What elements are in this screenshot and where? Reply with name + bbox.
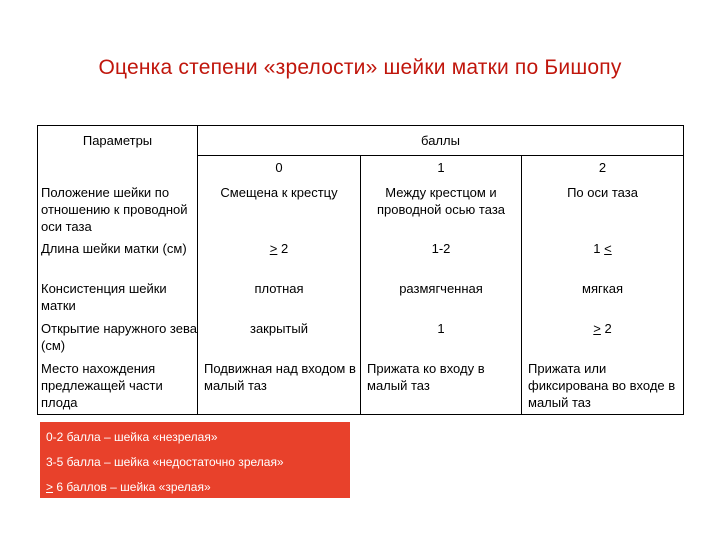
row-score-1: размягченная (361, 278, 522, 318)
row-score-1: 1-2 (361, 238, 522, 278)
row-score-0: Смещена к крестцу (198, 182, 361, 238)
ge-symbol: > (269, 241, 278, 256)
score-immature: 0-2 балла – шейка «незрелая» (46, 430, 218, 444)
row-param: Открытие наружного зева (см) (38, 318, 198, 358)
row-score-0 (198, 238, 361, 278)
row-score-1: Между крестцом и проводной осью таза (361, 182, 522, 238)
score-col-0: 0 (198, 156, 361, 182)
ge-symbol: > (46, 480, 54, 494)
le-symbol: < (604, 241, 612, 256)
score-insufficient: 3-5 балла – шейка «недостаточно зрелая» (46, 455, 284, 469)
table-header-row (38, 126, 684, 156)
table-row (38, 318, 684, 358)
score-col-2: 2 (522, 156, 684, 182)
score-mature (46, 480, 211, 494)
value-text: 2 (604, 321, 612, 336)
row-param: Положение шейки по отношению к проводной оси таза (38, 182, 198, 238)
row-score-0: Подвижная над входом в малый таз (198, 358, 361, 414)
row-score-2: Прижата или фиксирована во входе в малый таз (522, 358, 684, 414)
table-row (38, 238, 684, 278)
row-score-0: закрытый (198, 318, 361, 358)
row-score-2: мягкая (522, 278, 684, 318)
row-score-1: Прижата ко входу в малый таз (361, 358, 522, 414)
params-header: Параметры (38, 126, 198, 183)
table-row (38, 182, 684, 238)
table-row (38, 278, 684, 318)
score-mature-text: 6 баллов – шейка «зрелая» (53, 480, 211, 494)
score-col-1: 1 (361, 156, 522, 182)
row-score-0: плотная (198, 278, 361, 318)
score-header: баллы (198, 126, 684, 156)
row-param: Консистенция шейки матки (38, 278, 198, 318)
table-row (38, 358, 684, 414)
ge-symbol: > (593, 321, 601, 336)
row-param: Длина шейки матки (см) (38, 238, 198, 278)
row-score-1: 1 (361, 318, 522, 358)
row-param: Место нахождения предлежащей части плода (38, 358, 198, 414)
row-score-2: По оси таза (522, 182, 684, 238)
value-text: 2 (280, 241, 289, 256)
value-text: 1 (593, 241, 601, 256)
page-title: Оценка степени «зрелости» шейки матки по Бишопу (98, 56, 622, 79)
row-score-2 (522, 318, 684, 358)
bishop-score-table (37, 125, 684, 415)
row-score-2 (522, 238, 684, 278)
score-interpretation-box (40, 422, 350, 498)
